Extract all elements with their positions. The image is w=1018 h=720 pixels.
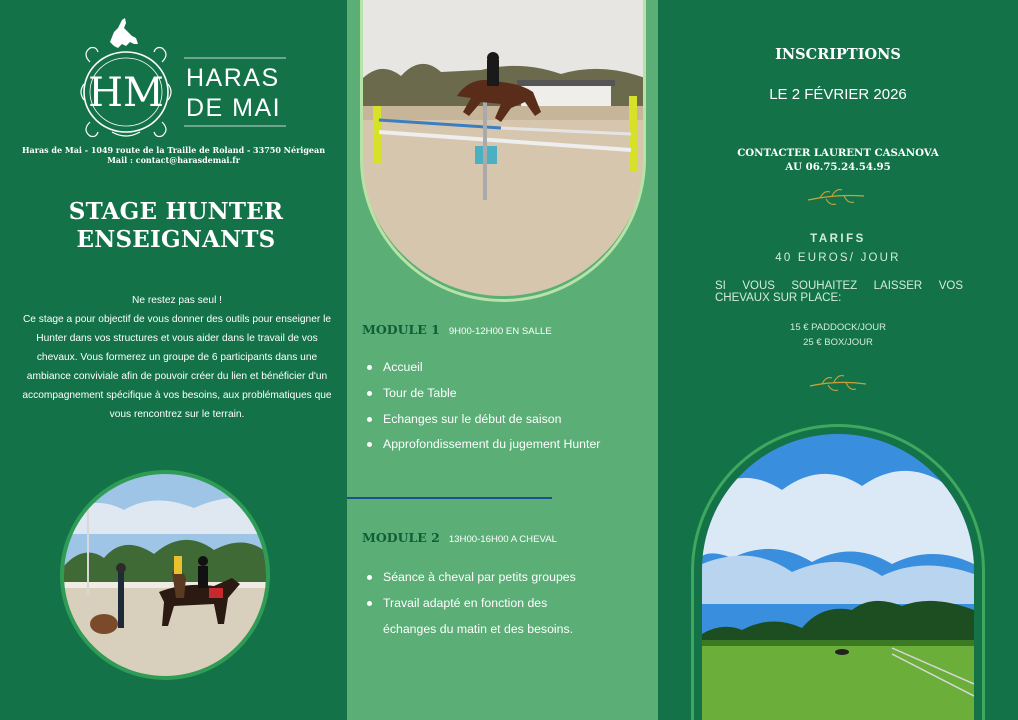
module-1-list (367, 355, 600, 458)
left-panel (0, 0, 347, 720)
list-item: Approfondissement du jugement Hunter (367, 432, 600, 458)
horse-crest-icon (76, 14, 290, 140)
intro-body: Ce stage a pour objectif de vous donner des outils pour enseigner le Hunter dans vos structures et vous aider dans le travail de vos chevaux. Vous formerez un groupe de 6 participants dans une ambiance conviviale afin de pouvoir créer du lien et bénéficier d'un accompagnement spécifique à vos besoins, aux problématiques que vous rencontrez sur le terrain. (22, 314, 332, 420)
price-list (658, 320, 1018, 350)
module-2-list (367, 565, 576, 642)
intro-text (18, 291, 336, 424)
module-2-name: MODULE 2 (362, 530, 440, 545)
module-1-name: MODULE 1 (362, 322, 440, 337)
keep-horses-text: SI VOUS SOUHAITEZ LAISSER VOS CHEVAUX SUR PLACE: (715, 280, 963, 304)
haras-de-mai-logo (76, 14, 290, 140)
page-title (0, 198, 352, 254)
contact-block (658, 146, 1018, 174)
list-item: Accueil (367, 355, 600, 381)
svg-text:HM: HM (88, 70, 164, 116)
sprig-ornament-icon (806, 184, 866, 210)
module-1-header (362, 322, 552, 337)
inscriptions-heading: INSCRIPTIONS (775, 46, 901, 63)
sprig-ornament-icon (808, 372, 868, 398)
address-line: Haras de Mai - 1049 route de la Traille de Roland - 33750 Nérigean (21, 145, 326, 155)
list-item: Séance à cheval par petits groupes (367, 565, 576, 591)
module-2-header (362, 530, 557, 545)
right-panel (658, 0, 1018, 720)
tarif-per-day: 40 EUROS/ JOUR (775, 252, 901, 264)
list-item: Travail adapté en fonction des (367, 591, 576, 617)
list-item: Tour de Table (367, 381, 600, 407)
section-divider (347, 497, 552, 499)
price-paddock: 15 € PADDOCK/JOUR (790, 322, 886, 333)
top-arch-frame (360, 0, 646, 302)
pasture-photo (702, 434, 974, 720)
contact-phone[interactable]: AU 06.75.24.54.95 (785, 161, 891, 173)
price-box: 25 € BOX/JOUR (803, 337, 873, 348)
email-line[interactable]: Mail : contact@harasdemai.fr (107, 155, 240, 165)
list-item: Echanges sur le début de saison (367, 407, 600, 433)
intro-lead: Ne restez pas seul ! (131, 295, 223, 306)
address-block (0, 145, 347, 165)
inscriptions-date: LE 2 FÉVRIER 2026 (769, 86, 907, 103)
tarifs-heading: TARIFS (810, 233, 866, 245)
title-line-2: ENSEIGNANTS (76, 226, 276, 253)
riding-lesson-photo (60, 470, 270, 680)
title-line-1: STAGE HUNTER (68, 198, 284, 225)
svg-text:DE MAI: DE MAI (186, 94, 282, 122)
svg-text:HARAS: HARAS (186, 64, 280, 92)
middle-panel (347, 0, 658, 720)
contact-name: CONTACTER LAURENT CASANOVA (737, 147, 939, 159)
module-1-time: 9H00-12H00 EN SALLE (448, 326, 552, 337)
module-2-time: 13H00-16H00 A CHEVAL (448, 534, 557, 545)
list-item: échanges du matin et des besoins. (383, 621, 574, 636)
